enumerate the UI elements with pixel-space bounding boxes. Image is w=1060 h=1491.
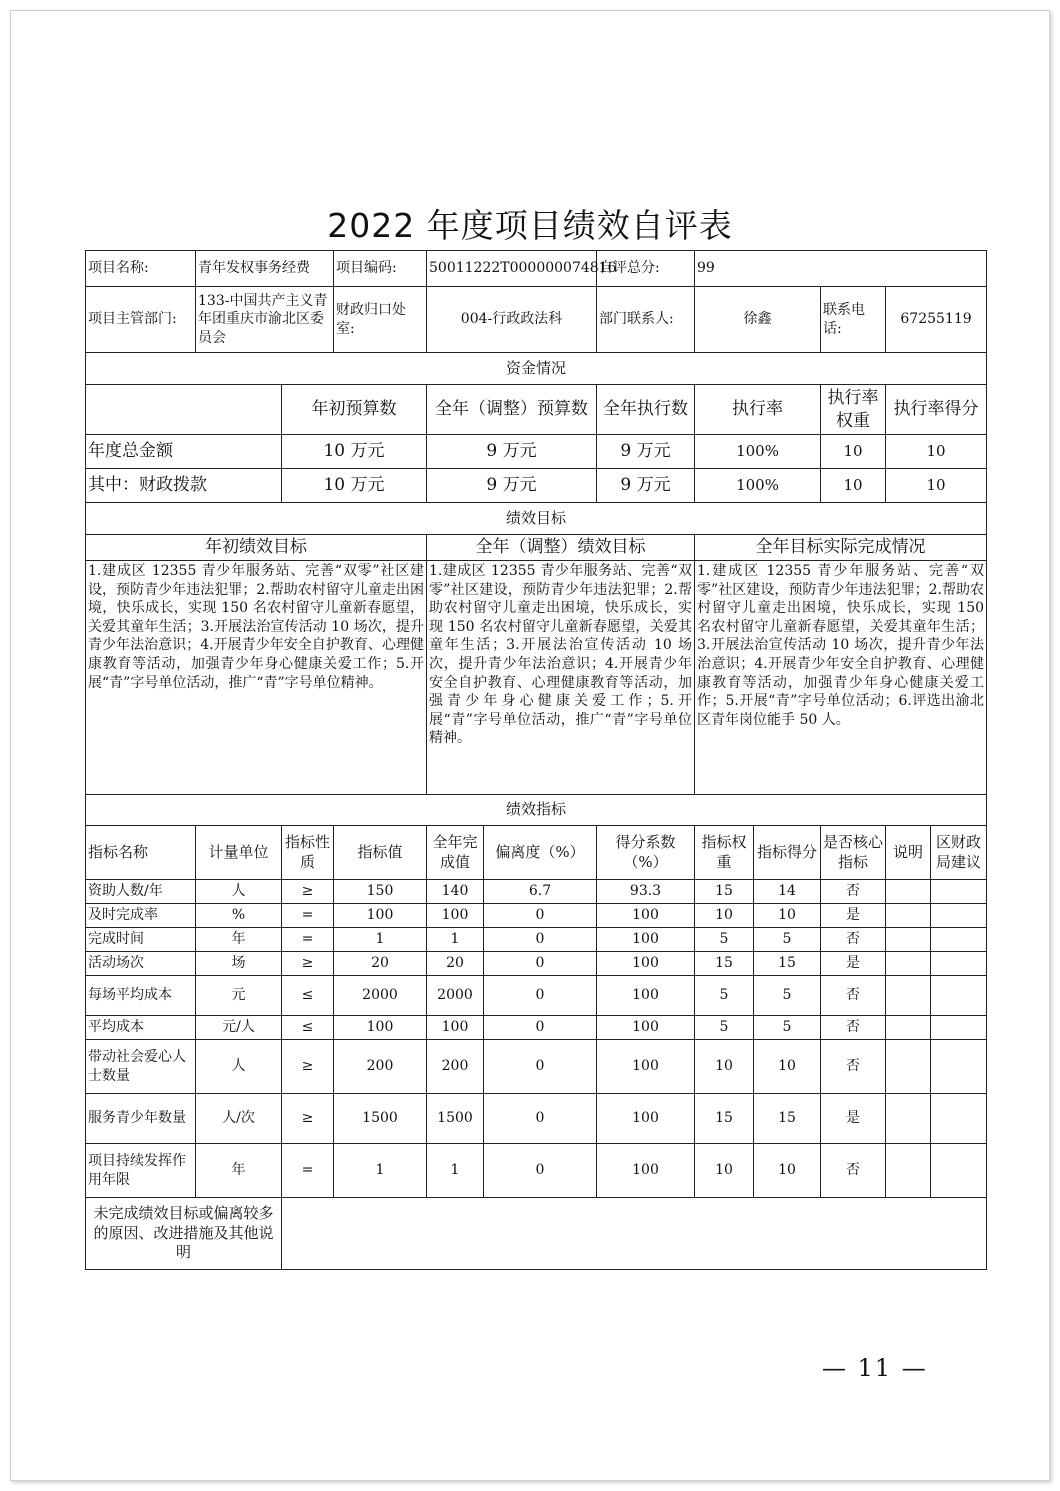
project-name-value: 青年发权事务经费 xyxy=(196,251,334,287)
funds-cell: 9 万元 xyxy=(427,469,597,503)
page-title: 2022 年度项目绩效自评表 xyxy=(327,206,733,245)
indicator-suggestion xyxy=(931,976,987,1016)
indicator-coefficient: 93.3 xyxy=(597,880,695,904)
indicator-unit: 人/次 xyxy=(196,1094,282,1144)
goal-actual-text: 1.建成区 12355 青少年服务站、完善“双零”社区建设，预防青少年违法犯罪；2.帮助农村留守儿童走出困境，快乐成长，实现 150 名农村留守儿童新春愿望，关爱其童年生活；3.开展法治宣传活动 10 场次，提升青少年法治意识；4.开展青少年安全自护教育、心理健康教育等活动，加强青少年身心健康关爱工作；5.开展“青”字号单位活动；6.评选出渝北区青年岗位能手 50 人。 xyxy=(695,561,987,795)
remarks-label: 未完成绩效目标或偏离较多的原因、改进措施及其他说明 xyxy=(86,1198,282,1270)
indicator-core: 是 xyxy=(821,904,886,928)
phone-label: 联系电话: xyxy=(821,287,886,353)
contact-value: 徐鑫 xyxy=(695,287,821,353)
indicator-score: 10 xyxy=(754,1040,821,1094)
indicator-header-suggestion: 区财政局建议 xyxy=(931,826,987,880)
indicator-weight: 5 xyxy=(695,928,754,952)
indicator-nature: ≥ xyxy=(282,880,334,904)
indicator-name: 及时完成率 xyxy=(86,904,196,928)
indicator-core: 是 xyxy=(821,952,886,976)
indicator-row xyxy=(86,976,987,1016)
indicator-note xyxy=(886,1094,931,1144)
indicator-coefficient: 100 xyxy=(597,1040,695,1094)
indicator-row xyxy=(86,1094,987,1144)
indicator-name: 平均成本 xyxy=(86,1016,196,1040)
funds-cell: 9 万元 xyxy=(427,435,597,469)
indicator-actual: 100 xyxy=(427,904,484,928)
indicator-name: 服务青少年数量 xyxy=(86,1094,196,1144)
funds-cell: 9 万元 xyxy=(597,435,695,469)
goals-section-title: 绩效目标 xyxy=(86,503,987,535)
indicator-deviation: 0 xyxy=(484,928,597,952)
funds-header-rate-score: 执行率得分 xyxy=(886,385,987,435)
indicator-target: 2000 xyxy=(334,976,427,1016)
indicator-coefficient: 100 xyxy=(597,976,695,1016)
indicator-weight: 10 xyxy=(695,1144,754,1198)
funds-header-adjusted-budget: 全年（调整）预算数 xyxy=(427,385,597,435)
indicator-score: 15 xyxy=(754,1094,821,1144)
indicator-score: 15 xyxy=(754,952,821,976)
indicator-core: 否 xyxy=(821,1016,886,1040)
indicator-actual: 1500 xyxy=(427,1094,484,1144)
goals-header-row xyxy=(86,535,987,561)
indicator-name: 资助人数/年 xyxy=(86,880,196,904)
indicator-score: 10 xyxy=(754,904,821,928)
funds-cell: 100% xyxy=(695,435,821,469)
self-evaluation-table xyxy=(85,250,987,1270)
funds-cell: 10 万元 xyxy=(282,469,427,503)
indicator-suggestion xyxy=(931,952,987,976)
funds-section-title: 资金情况 xyxy=(86,353,987,385)
indicators-section-row xyxy=(86,795,987,826)
indicator-target: 20 xyxy=(334,952,427,976)
indicator-unit: 元/人 xyxy=(196,1016,282,1040)
funds-cell: 10 万元 xyxy=(282,435,427,469)
indicator-header-coefficient: 得分系数（%） xyxy=(597,826,695,880)
indicator-coefficient: 100 xyxy=(597,952,695,976)
indicator-weight: 10 xyxy=(695,1040,754,1094)
indicator-score: 10 xyxy=(754,1144,821,1198)
finance-office-label: 财政归口处室: xyxy=(334,287,427,353)
indicator-coefficient: 100 xyxy=(597,904,695,928)
indicator-target: 1500 xyxy=(334,1094,427,1144)
funds-cell: 10 xyxy=(821,435,886,469)
indicator-deviation: 0 xyxy=(484,976,597,1016)
indicator-unit: 年 xyxy=(196,928,282,952)
indicator-unit: 人 xyxy=(196,880,282,904)
indicator-deviation: 0 xyxy=(484,904,597,928)
indicator-header-name: 指标名称 xyxy=(86,826,196,880)
goals-header-initial: 年初绩效目标 xyxy=(86,535,427,561)
indicator-target: 150 xyxy=(334,880,427,904)
indicator-deviation: 0 xyxy=(484,952,597,976)
indicator-deviation: 0 xyxy=(484,1040,597,1094)
indicator-suggestion xyxy=(931,1016,987,1040)
indicator-core: 否 xyxy=(821,928,886,952)
indicator-actual: 1 xyxy=(427,928,484,952)
indicator-row xyxy=(86,1144,987,1198)
indicator-actual: 1 xyxy=(427,1144,484,1198)
finance-office-value: 004-行政政法科 xyxy=(427,287,597,353)
indicator-nature: ≤ xyxy=(282,976,334,1016)
indicator-note xyxy=(886,880,931,904)
funds-row xyxy=(86,435,987,469)
indicator-coefficient: 100 xyxy=(597,1016,695,1040)
indicator-suggestion xyxy=(931,880,987,904)
info-row-1 xyxy=(86,251,987,287)
contact-label: 部门联系人: xyxy=(597,287,695,353)
indicator-row xyxy=(86,1016,987,1040)
indicator-row xyxy=(86,1040,987,1094)
indicator-note xyxy=(886,952,931,976)
indicator-name: 完成时间 xyxy=(86,928,196,952)
indicator-header-score: 指标得分 xyxy=(754,826,821,880)
indicator-score: 5 xyxy=(754,928,821,952)
indicator-nature: ≤ xyxy=(282,1016,334,1040)
indicator-unit: 年 xyxy=(196,1144,282,1198)
indicator-unit: 场 xyxy=(196,952,282,976)
goals-text-row xyxy=(86,561,987,795)
funds-cell: 10 xyxy=(886,469,987,503)
indicator-note xyxy=(886,1016,931,1040)
indicator-row xyxy=(86,880,987,904)
remarks-row xyxy=(86,1198,987,1270)
indicator-row xyxy=(86,904,987,928)
indicator-score: 5 xyxy=(754,976,821,1016)
indicator-nature: = xyxy=(282,1144,334,1198)
indicator-coefficient: 100 xyxy=(597,1144,695,1198)
indicator-target: 100 xyxy=(334,1016,427,1040)
indicator-unit: 元 xyxy=(196,976,282,1016)
indicator-nature: ≥ xyxy=(282,1094,334,1144)
indicator-name: 带动社会爱心人士数量 xyxy=(86,1040,196,1094)
phone-value: 67255119 xyxy=(886,287,987,353)
indicator-score: 14 xyxy=(754,880,821,904)
indicator-score: 5 xyxy=(754,1016,821,1040)
goals-section-row xyxy=(86,503,987,535)
indicator-row xyxy=(86,928,987,952)
indicator-suggestion xyxy=(931,1040,987,1094)
info-row-2 xyxy=(86,287,987,353)
indicator-weight: 15 xyxy=(695,1094,754,1144)
indicator-deviation: 0 xyxy=(484,1144,597,1198)
indicator-unit: % xyxy=(196,904,282,928)
funds-cell: 9 万元 xyxy=(597,469,695,503)
goals-header-actual: 全年目标实际完成情况 xyxy=(695,535,987,561)
indicator-actual: 20 xyxy=(427,952,484,976)
indicator-weight: 15 xyxy=(695,952,754,976)
indicator-coefficient: 100 xyxy=(597,1094,695,1144)
funds-header-row xyxy=(86,385,987,435)
funds-cell: 10 xyxy=(886,435,987,469)
indicator-suggestion xyxy=(931,904,987,928)
funds-row-label: 其中：财政拨款 xyxy=(86,469,282,503)
project-code-label: 项目编码: xyxy=(334,251,427,287)
goal-initial-text: 1.建成区 12355 青少年服务站、完善“双零”社区建设，预防青少年违法犯罪；2.帮助农村留守儿童走出困境，快乐成长，实现 150 名农村留守儿童新春愿望，关爱其童年生活；3.开展法治宣传活动 10 场次，提升青少年法治意识；4.开展青少年安全自护教育、心理健康教育等活动，加强青少年身心健康关爱工作；5.开展“青”字号单位活动，推广“青”字号单位精神。 xyxy=(86,561,427,795)
indicator-suggestion xyxy=(931,1144,987,1198)
funds-header-initial-budget: 年初预算数 xyxy=(282,385,427,435)
indicator-rows xyxy=(86,880,987,1198)
indicator-note xyxy=(886,928,931,952)
indicator-note xyxy=(886,1144,931,1198)
indicator-deviation: 0 xyxy=(484,1016,597,1040)
indicator-core: 是 xyxy=(821,1094,886,1144)
indicator-weight: 10 xyxy=(695,904,754,928)
indicator-target: 1 xyxy=(334,1144,427,1198)
funds-header-rate-weight: 执行率权重 xyxy=(821,385,886,435)
indicator-target: 200 xyxy=(334,1040,427,1094)
indicator-core: 否 xyxy=(821,1144,886,1198)
indicator-note xyxy=(886,904,931,928)
goal-adjusted-text: 1.建成区 12355 青少年服务站、完善“双零”社区建设，预防青少年违法犯罪；2.帮助农村留守儿童走出困境，快乐成长，实现 150 名农村留守儿童新春愿望，关爱其童年生活；3.开展法治宣传活动 10 场次，提升青少年法治意识；4.开展青少年安全自护教育、心理健康教育等活动，加强青少年身心健康关爱工作；5.开展“青”字号单位活动，推广“青”字号单位精神。 xyxy=(427,561,695,795)
indicator-nature: ≥ xyxy=(282,952,334,976)
indicator-row xyxy=(86,952,987,976)
indicator-deviation: 0 xyxy=(484,1094,597,1144)
self-score-value: 99 xyxy=(695,251,987,287)
indicator-header-nature: 指标性质 xyxy=(282,826,334,880)
indicator-header-weight: 指标权重 xyxy=(695,826,754,880)
indicator-actual: 2000 xyxy=(427,976,484,1016)
indicator-header-target: 指标值 xyxy=(334,826,427,880)
indicator-header-note: 说明 xyxy=(886,826,931,880)
dept-value: 133-中国共产主义青年团重庆市渝北区委员会 xyxy=(196,287,334,353)
indicator-actual: 140 xyxy=(427,880,484,904)
indicator-weight: 5 xyxy=(695,976,754,1016)
indicator-actual: 100 xyxy=(427,1016,484,1040)
indicator-core: 否 xyxy=(821,1040,886,1094)
indicator-coefficient: 100 xyxy=(597,928,695,952)
indicator-target: 1 xyxy=(334,928,427,952)
indicator-nature: = xyxy=(282,904,334,928)
funds-row xyxy=(86,469,987,503)
indicator-note xyxy=(886,976,931,1016)
indicator-note xyxy=(886,1040,931,1094)
dept-label: 项目主管部门: xyxy=(86,287,196,353)
funds-header-blank xyxy=(86,385,282,435)
funds-cell: 10 xyxy=(821,469,886,503)
goals-header-adjusted: 全年（调整）绩效目标 xyxy=(427,535,695,561)
funds-section-row xyxy=(86,353,987,385)
indicator-name: 活动场次 xyxy=(86,952,196,976)
self-score-label: 自评总分: xyxy=(597,251,695,287)
funds-cell: 100% xyxy=(695,469,821,503)
indicator-suggestion xyxy=(931,1094,987,1144)
indicator-suggestion xyxy=(931,928,987,952)
indicator-core: 否 xyxy=(821,976,886,1016)
indicator-target: 100 xyxy=(334,904,427,928)
indicator-weight: 15 xyxy=(695,880,754,904)
indicator-deviation: 6.7 xyxy=(484,880,597,904)
project-code-value: 50011222T000000074816 xyxy=(427,251,597,287)
indicators-section-title: 绩效指标 xyxy=(86,795,987,826)
indicators-header-row xyxy=(86,826,987,880)
indicator-header-core: 是否核心指标 xyxy=(821,826,886,880)
project-name-label: 项目名称: xyxy=(86,251,196,287)
indicator-name: 项目持续发挥作用年限 xyxy=(86,1144,196,1198)
funds-row-label: 年度总金额 xyxy=(86,435,282,469)
funds-header-executed: 全年执行数 xyxy=(597,385,695,435)
funds-header-execution-rate: 执行率 xyxy=(695,385,821,435)
indicator-core: 否 xyxy=(821,880,886,904)
indicator-unit: 人 xyxy=(196,1040,282,1094)
indicator-actual: 200 xyxy=(427,1040,484,1094)
remarks-value xyxy=(282,1198,987,1270)
indicator-header-actual: 全年完成值 xyxy=(427,826,484,880)
indicator-nature: ≥ xyxy=(282,1040,334,1094)
indicator-name: 每场平均成本 xyxy=(86,976,196,1016)
indicator-weight: 5 xyxy=(695,1016,754,1040)
indicator-header-deviation: 偏离度（%） xyxy=(484,826,597,880)
indicator-header-unit: 计量单位 xyxy=(196,826,282,880)
indicator-nature: = xyxy=(282,928,334,952)
page-number: — 11 — xyxy=(822,1354,928,1382)
